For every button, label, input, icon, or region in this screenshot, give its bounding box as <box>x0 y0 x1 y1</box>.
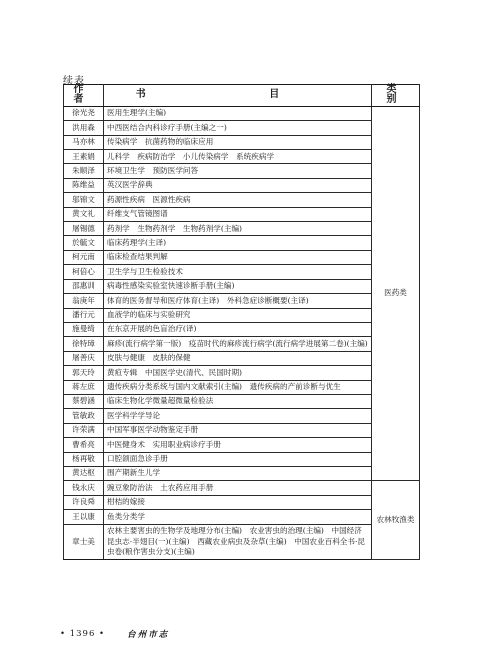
title-cell: 在东京开展的色盲治疗(译) <box>104 322 372 336</box>
title-cell: 豌豆象防治法 土农药应用手册 <box>104 481 372 495</box>
author-cell: 蔡碧涵 <box>64 394 104 408</box>
table-row <box>64 222 420 236</box>
table-row <box>64 380 420 394</box>
table-row <box>64 423 420 437</box>
title-cell: 中国军事医学动物鉴定手册 <box>104 423 372 437</box>
table-row <box>64 308 420 322</box>
author-cell: 马亦林 <box>64 135 104 149</box>
title-cell: 临床生物化学微量超微量检验法 <box>104 394 372 408</box>
page-number: • 1396 • <box>60 629 106 639</box>
table-row <box>64 135 420 149</box>
continuation-label: 续表 <box>63 76 85 87</box>
title-cell: 农林主要害虫的生物学及地理分布(主编) 农业害虫的治理(主编) 中国经济昆虫志·半翅目(一)(主编) 西藏农业病虫及杂草(主编) 中国农业百科全书·昆虫卷(粮作害虫分支)(主编) <box>104 524 372 559</box>
table-header-row <box>64 85 420 107</box>
author-cell: 翁庚年 <box>64 294 104 308</box>
title-cell: 医用生理学(主编) <box>104 106 372 120</box>
author-cell: 陈维益 <box>64 178 104 192</box>
author-cell: 黄达枢 <box>64 466 104 480</box>
table-row <box>64 250 420 264</box>
title-cell: 临床药理学(主译) <box>104 236 372 250</box>
author-cell: 朱顺泽 <box>64 164 104 178</box>
author-cell: 管敏政 <box>64 409 104 423</box>
author-cell: 柯倍心 <box>64 265 104 279</box>
table-row <box>64 265 420 279</box>
title-cell: 药剂学 生物药剂学 生物药剂学(主编) <box>104 222 372 236</box>
author-cell: 屠善庆 <box>64 351 104 365</box>
title-cell: 卫生学与卫生检验技术 <box>104 265 372 279</box>
title-cell: 体育的医务督导和医疗体育(主译) 外科急症诊断概要(主译) <box>104 294 372 308</box>
author-cell: 邵惠训 <box>64 279 104 293</box>
title-cell: 英汉医学辞典 <box>104 178 372 192</box>
title-cell: 传染病学 抗菌药物的临床应用 <box>104 135 372 149</box>
author-cell: 章士美 <box>64 524 104 559</box>
author-cell: 王素娟 <box>64 150 104 164</box>
title-cell: 环境卫生学 预防医学问答 <box>104 164 372 178</box>
table-row <box>64 106 420 120</box>
table-row <box>64 178 420 192</box>
category-cell: 医药类 <box>372 106 420 481</box>
title-cell: 黄疸专辑 中国医学史(清代、民国时期) <box>104 366 372 380</box>
bibliography-table <box>63 84 420 560</box>
table-row <box>64 394 420 408</box>
title-cell: 纤维支气管镜图谱 <box>104 207 372 221</box>
table-row <box>64 322 420 336</box>
title-cell: 柑桔的嫁接 <box>104 495 372 509</box>
table-row <box>64 481 420 495</box>
author-cell: 洪用森 <box>64 121 104 135</box>
author-cell: 屠锡德 <box>64 222 104 236</box>
author-cell: 郭天玲 <box>64 366 104 380</box>
header-title: 书 目 <box>104 85 372 107</box>
table-row <box>64 495 420 509</box>
title-cell: 中西医结合内科诊疗手册(主编之一) <box>104 121 372 135</box>
author-cell: 邬锦文 <box>64 193 104 207</box>
table-row <box>64 164 420 178</box>
table-row <box>64 452 420 466</box>
header-author: 作 者 <box>64 85 104 107</box>
title-cell: 围产期新生儿学 <box>104 466 372 480</box>
title-cell: 口腔颌面急诊手册 <box>104 452 372 466</box>
author-cell: 蒋左庶 <box>64 380 104 394</box>
table-row <box>64 351 420 365</box>
author-cell: 徐特璋 <box>64 337 104 351</box>
table-row <box>64 193 420 207</box>
table-row <box>64 438 420 452</box>
title-cell: 麻疹(流行病学第一版) 疫苗时代的麻疹流行病学(流行病学进展第二卷)(主编) <box>104 337 372 351</box>
author-cell: 黄文礼 <box>64 207 104 221</box>
table-row <box>64 121 420 135</box>
table-row <box>64 294 420 308</box>
author-cell: 徐光尧 <box>64 106 104 120</box>
table-row <box>64 236 420 250</box>
table-row <box>64 150 420 164</box>
author-cell: 於毓文 <box>64 236 104 250</box>
table-row <box>64 337 420 351</box>
title-cell: 遗传疾病分类系统与国内文献索引(主编) 遗传疾病的产前诊断与优生 <box>104 380 372 394</box>
table-row <box>64 466 420 480</box>
author-cell: 曹希亮 <box>64 438 104 452</box>
table-row <box>64 279 420 293</box>
title-cell: 血液学的临床与实验研究 <box>104 308 372 322</box>
page-footer <box>60 628 169 640</box>
author-cell: 施曼绮 <box>64 322 104 336</box>
title-cell: 临床检查结果判解 <box>104 250 372 264</box>
book-title: 台州市志 <box>127 630 170 640</box>
title-cell: 鱼类分类学 <box>104 510 372 524</box>
author-cell: 潘行元 <box>64 308 104 322</box>
author-cell: 杨再敬 <box>64 452 104 466</box>
title-cell: 病毒性感染实验室快速诊断手册(主编) <box>104 279 372 293</box>
table-row <box>64 207 420 221</box>
title-cell: 医学科学学导论 <box>104 409 372 423</box>
table-body <box>64 106 420 559</box>
header-category: 类 别 <box>372 85 420 107</box>
title-cell: 儿科学 疾病防治学 小儿传染病学 系统疾病学 <box>104 150 372 164</box>
table-row <box>64 366 420 380</box>
title-cell: 药源性疾病 医源性疾病 <box>104 193 372 207</box>
author-cell: 柯元南 <box>64 250 104 264</box>
author-cell: 王以康 <box>64 510 104 524</box>
table-row <box>64 524 420 559</box>
table-row <box>64 510 420 524</box>
title-cell: 中医健身术 实用职业病诊疗手册 <box>104 438 372 452</box>
title-cell: 皮肤与健康 皮肤的保健 <box>104 351 372 365</box>
category-cell: 农林牧渔类 <box>372 481 420 559</box>
author-cell: 许荣满 <box>64 423 104 437</box>
table-row <box>64 409 420 423</box>
author-cell: 钱永庆 <box>64 481 104 495</box>
author-cell: 许良舜 <box>64 495 104 509</box>
